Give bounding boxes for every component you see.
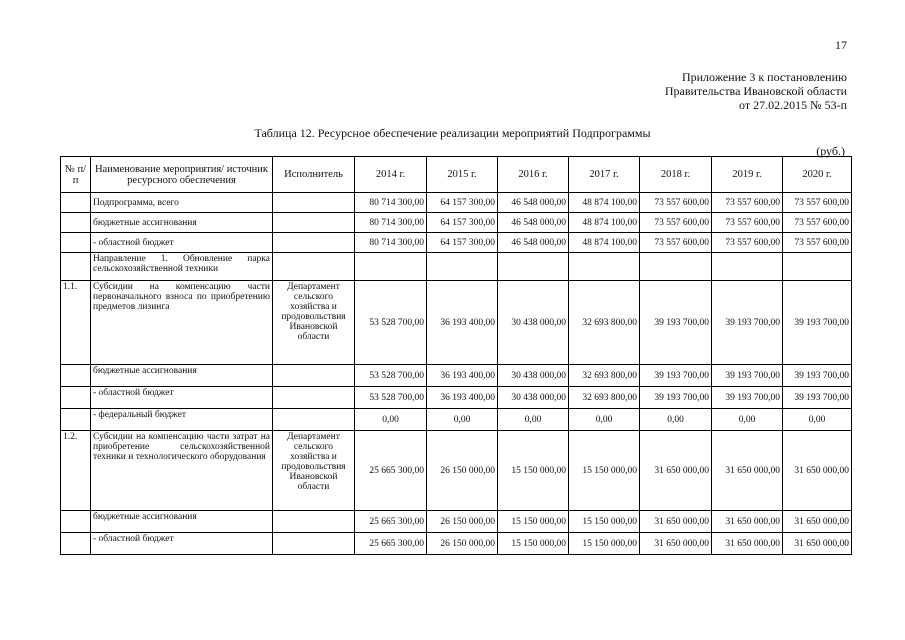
row-value: 73 557 600,00 [640,213,712,233]
row-value: 15 150 000,00 [498,533,569,555]
row-executor [273,253,355,281]
row-name: бюджетные ассигнования [91,511,273,533]
row-value: 36 193 400,00 [427,281,498,365]
row-name: - областной бюджет [91,233,273,253]
row-executor [273,511,355,533]
row-number [61,213,91,233]
appendix-line-2: Правительства Ивановской области [664,84,847,98]
row-value: 32 693 800,00 [569,281,640,365]
row-value: 26 150 000,00 [427,431,498,511]
row-value: 39 193 700,00 [783,365,852,387]
row-value: 73 557 600,00 [712,193,783,213]
row-name: бюджетные ассигнования [91,213,273,233]
row-value: 26 150 000,00 [427,511,498,533]
row-value: 15 150 000,00 [569,511,640,533]
row-name: - областной бюджет [91,533,273,555]
row-value: 30 438 000,00 [498,387,569,409]
row-number [61,533,91,555]
row-value: 26 150 000,00 [427,533,498,555]
row-value: 48 874 100,00 [569,233,640,253]
header-year: 2018 г. [640,157,712,193]
row-value [427,253,498,281]
table-row [61,213,852,233]
row-name: - федеральный бюджет [91,409,273,431]
row-value [783,253,852,281]
row-value: 0,00 [640,409,712,431]
row-value: 46 548 000,00 [498,193,569,213]
row-value: 0,00 [427,409,498,431]
header-year: 2020 г. [783,157,852,193]
row-value: 53 528 700,00 [355,387,427,409]
row-value: 48 874 100,00 [569,213,640,233]
row-executor: Департамент сельского хозяйства и продовольствия Ивановской области [273,431,355,511]
resource-table [60,156,852,555]
row-value: 53 528 700,00 [355,281,427,365]
row-value: 73 557 600,00 [783,213,852,233]
row-value: 15 150 000,00 [498,511,569,533]
row-value: 31 650 000,00 [712,431,783,511]
row-name: Подпрограмма, всего [91,193,273,213]
unit-label: (руб.) [816,144,845,158]
row-value: 30 438 000,00 [498,281,569,365]
row-value: 80 714 300,00 [355,213,427,233]
table-row [61,281,852,365]
row-number: 1.2. [61,431,91,511]
table-row [61,233,852,253]
row-executor [273,213,355,233]
table-row [61,511,852,533]
row-value: 73 557 600,00 [640,193,712,213]
row-value: 0,00 [569,409,640,431]
row-value: 31 650 000,00 [712,533,783,555]
header-year: 2016 г. [498,157,569,193]
row-value: 73 557 600,00 [783,233,852,253]
row-number [61,409,91,431]
row-number [61,387,91,409]
row-value: 46 548 000,00 [498,233,569,253]
table-row [61,365,852,387]
row-value: 15 150 000,00 [498,431,569,511]
appendix-note [665,70,847,112]
header-name: Наименование мероприятия/ источник ресурсного обеспечения [91,157,273,193]
row-value: 39 193 700,00 [640,281,712,365]
appendix-line-3: от 27.02.2015 № 53-п [739,98,847,112]
header-year: 2019 г. [712,157,783,193]
row-value: 80 714 300,00 [355,193,427,213]
row-value: 0,00 [712,409,783,431]
row-value: 39 193 700,00 [783,387,852,409]
row-value [712,253,783,281]
row-value: 25 665 300,00 [355,533,427,555]
row-value: 31 650 000,00 [783,533,852,555]
appendix-line-1: Приложение 3 к постановлению [681,70,847,84]
row-number [61,253,91,281]
row-value [355,253,427,281]
row-executor [273,409,355,431]
header-year: 2017 г. [569,157,640,193]
row-value: 25 665 300,00 [355,511,427,533]
row-value: 48 874 100,00 [569,193,640,213]
row-value: 46 548 000,00 [498,213,569,233]
row-value: 31 650 000,00 [783,511,852,533]
row-number: 1.1. [61,281,91,365]
row-value: 32 693 800,00 [569,387,640,409]
row-value [640,253,712,281]
row-value: 31 650 000,00 [640,431,712,511]
row-value [498,253,569,281]
row-number [61,365,91,387]
row-value: 32 693 800,00 [569,365,640,387]
row-value: 15 150 000,00 [569,533,640,555]
row-value: 64 157 300,00 [427,193,498,213]
header-row [61,157,852,193]
table-row [61,533,852,555]
header-year: 2015 г. [427,157,498,193]
row-value: 39 193 700,00 [712,365,783,387]
table-row [61,409,852,431]
row-value: 80 714 300,00 [355,233,427,253]
row-value: 39 193 700,00 [712,281,783,365]
page-number: 17 [835,38,847,52]
row-name: - областной бюджет [91,387,273,409]
row-value: 39 193 700,00 [640,387,712,409]
row-value [569,253,640,281]
row-value: 64 157 300,00 [427,213,498,233]
row-executor [273,193,355,213]
header-executor: Исполнитель [273,157,355,193]
row-value: 0,00 [783,409,852,431]
row-value: 53 528 700,00 [355,365,427,387]
row-name: Субсидии на компенсацию части затрат на приобретение сельскохозяйственной техники и технологического оборудования [91,431,273,511]
row-value: 15 150 000,00 [569,431,640,511]
row-value: 39 193 700,00 [783,281,852,365]
row-value: 36 193 400,00 [427,365,498,387]
row-value: 31 650 000,00 [712,511,783,533]
row-value: 31 650 000,00 [640,511,712,533]
row-executor [273,387,355,409]
table-row [61,193,852,213]
row-value: 30 438 000,00 [498,365,569,387]
row-value: 73 557 600,00 [783,193,852,213]
header-year: 2014 г. [355,157,427,193]
row-value: 73 557 600,00 [712,233,783,253]
row-name: Субсидии на компенсацию части первоначального взноса по приобретению предметов лизинга [91,281,273,365]
row-value: 31 650 000,00 [640,533,712,555]
row-name: бюджетные ассигнования [91,365,273,387]
row-value: 64 157 300,00 [427,233,498,253]
row-number [61,511,91,533]
row-value: 39 193 700,00 [712,387,783,409]
row-name: Направление 1. Обновление парка сельскохозяйственной техники [91,253,273,281]
row-value: 39 193 700,00 [640,365,712,387]
table-row [61,431,852,511]
row-value: 25 665 300,00 [355,431,427,511]
row-value: 0,00 [498,409,569,431]
row-number [61,193,91,213]
table-row [61,253,852,281]
row-value: 36 193 400,00 [427,387,498,409]
table-row [61,387,852,409]
row-executor [273,365,355,387]
row-executor [273,233,355,253]
table-caption: Таблица 12. Ресурсное обеспечение реализации мероприятий Подпрограммы [254,126,651,140]
row-value: 31 650 000,00 [783,431,852,511]
row-number [61,233,91,253]
row-value: 73 557 600,00 [640,233,712,253]
row-value: 73 557 600,00 [712,213,783,233]
header-no: № п/п [61,157,91,193]
row-executor [273,533,355,555]
row-executor: Департамент сельского хозяйства и продовольствия Ивановской области [273,281,355,365]
row-value: 0,00 [355,409,427,431]
